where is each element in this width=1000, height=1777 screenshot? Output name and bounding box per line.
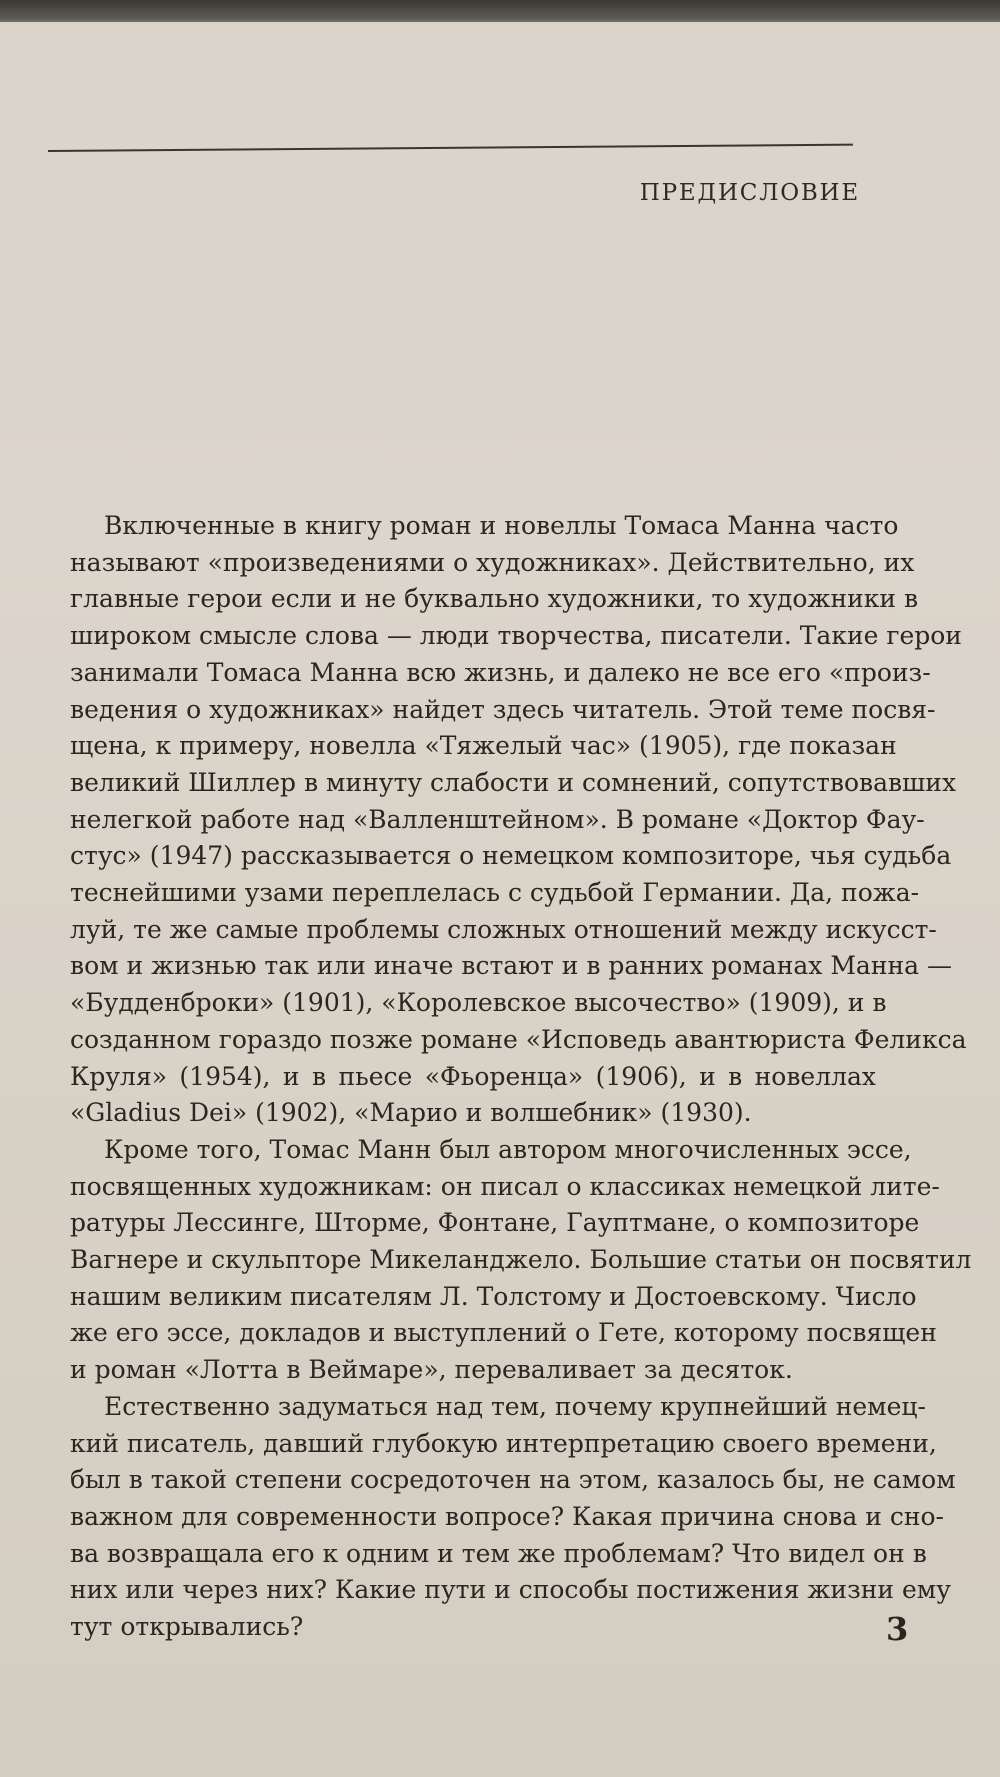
- text-line: главные герои если и не буквально художники, то художники в: [70, 584, 919, 614]
- text-line: «Будденброки» (1901), «Королевское высочество» (1909), и в: [70, 988, 887, 1018]
- text-line: созданном гораздо позже романе «Исповедь авантюриста Феликса: [70, 1024, 967, 1054]
- text-line: широком смысле слова — люди творчества, писатели. Такие герои: [70, 621, 962, 651]
- paragraph-3: [70, 1389, 956, 1646]
- body-text: [70, 508, 972, 1642]
- text-line: ва возвращала его к одним и тем же проблемам? Что видел он в: [70, 1538, 927, 1568]
- text-line: щена, к примеру, новелла «Тяжелый час» (1905), где показан: [70, 731, 897, 761]
- text-line: стус» (1947) рассказывается о немецком композиторе, чья судьба: [70, 841, 952, 871]
- text-line: посвященных художникам: он писал о классиках немецкой лите-: [70, 1171, 940, 1201]
- text-line: нелегкой работе над «Валленштейном». В романе «Доктор Фау-: [70, 804, 925, 834]
- text-line: кий писатель, давший глубокую интерпретацию своего времени,: [70, 1428, 937, 1458]
- text-line: нашим великим писателям Л. Толстому и Достоевскому. Число: [70, 1281, 917, 1311]
- paragraph-2: [70, 1132, 972, 1389]
- text-line: Круля» (1954), и в пьесе «Фьоренца» (1906), и в новеллах: [70, 1061, 876, 1091]
- text-line: вом и жизнью так или иначе встают и в ранних романах Манна —: [70, 951, 952, 981]
- text-line: Включенные в книгу роман и новеллы Томаса Манна часто: [104, 511, 899, 540]
- text-line: занимали Томаса Манна всю жизнь, и далеко не все его «произ-: [70, 657, 931, 687]
- text-line: «Gladius Dei» (1902), «Марио и волшебник» (1930).: [70, 1098, 752, 1128]
- text-line: луй, те же самые проблемы сложных отношений между искусст-: [70, 914, 937, 944]
- text-line: теснейшими узами переплелась с судьбой Германии. Да, пожа-: [70, 878, 920, 908]
- text-line: и роман «Лотта в Веймаре», переваливает за десяток.: [70, 1355, 793, 1385]
- text-line: ратуры Лессинге, Шторме, Фонтане, Гауптмане, о композиторе: [70, 1208, 920, 1238]
- text-line: Вагнере и скульпторе Микеланджело. Большие статьи он посвятил: [70, 1245, 972, 1275]
- text-line: называют «произведениями о художниках». Действительно, их: [70, 547, 915, 577]
- text-line: же его эссе, докладов и выступлений о Гете, которому посвящен: [70, 1318, 937, 1348]
- page-number: 3: [886, 1610, 909, 1648]
- page-title: ПРЕДИСЛОВИЕ: [639, 180, 860, 206]
- text-line: Естественно задуматься над тем, почему крупнейший немец-: [104, 1391, 926, 1421]
- text-line: них или через них? Какие пути и способы постижения жизни ему: [70, 1575, 951, 1605]
- text-line: великий Шиллер в минуту слабости и сомнений, сопутствовавших: [70, 767, 957, 797]
- text-line: ведения о художниках» найдет здесь читатель. Этой теме посвя-: [70, 694, 936, 724]
- text-line: Кроме того, Томас Манн был автором многочисленных эссе,: [104, 1134, 912, 1164]
- paragraph-1: [70, 508, 967, 1132]
- text-line: был в такой степени сосредоточен на этом, казалось бы, не самом: [70, 1465, 956, 1495]
- text-line: важном для современности вопросе? Какая причина снова и сно-: [70, 1501, 944, 1531]
- text-line: тут открывались?: [70, 1612, 304, 1642]
